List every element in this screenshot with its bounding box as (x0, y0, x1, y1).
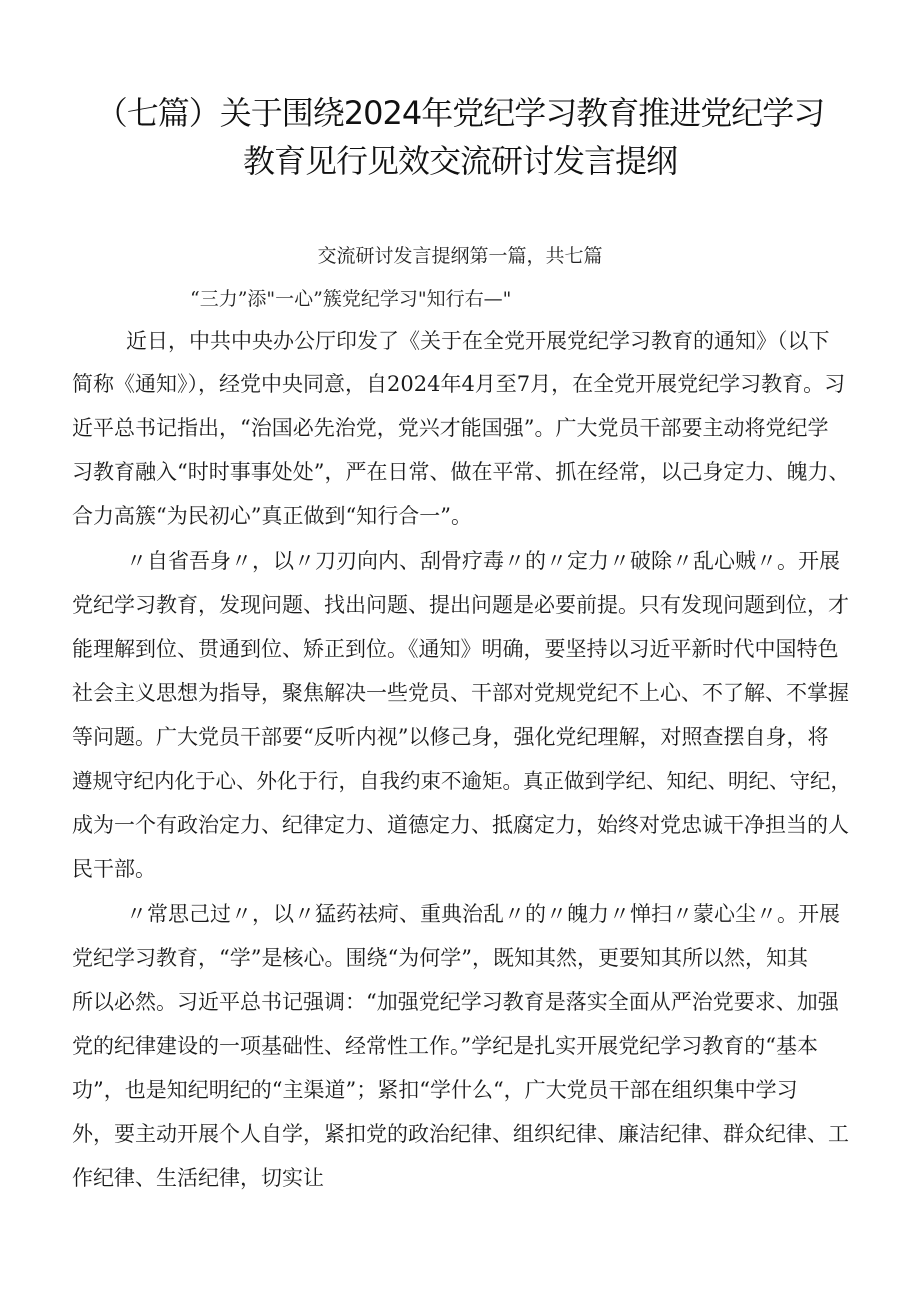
body-line: 社会主义思想为指导，聚焦解决一些党员、干部对党规党纪不上心、不了解、不掌握 (72, 681, 849, 705)
section-subtitle: “三力”添"一心”簇党纪学习"知行右—" (190, 288, 512, 310)
body-line: 遵规守纪内化于心、外化于行，自我约束不逾矩。真正做到学纪、知纪、明纪、守纪， (72, 769, 851, 793)
body-line: 功”，也是知纪明纪的“主渠道”；紧扣“学什么“，广大党员干部在组织集中学习 (72, 1078, 798, 1102)
body-line: 成为一个有政治定力、纪律定力、道德定力、抵腐定力，始终对党忠诚干净担当的人 (72, 813, 849, 837)
section-title: 交流研讨发言提纲第一篇，共七篇 (317, 245, 603, 267)
body-line: 合力高簇“为民初心”真正做到“知行合一”。 (72, 504, 472, 528)
body-line: 党纪学习教育，“学”是核心。围绕“为何学”，既知其然，更要知其所以然，知其 (72, 946, 808, 970)
body-line: 习教育融入“时时事事处处”，严在日常、做在平常、抓在经常，以己身定力、魄力、 (72, 460, 850, 484)
body-line: 所以必然。习近平总书记强调：“加强党纪学习教育是落实全面从严治党要求、加强 (72, 990, 839, 1014)
body-line: 〃常思己过〃，以〃猛药祛疴、重典治乱〃的〃魄力〃惮扫〃蒙心尘〃。开展 (126, 902, 840, 926)
body-line: 近日，中共中央办公厅印发了《关于在全党开展党纪学习教育的通知》（以下 (126, 329, 830, 353)
body-line: 能理解到位、贯通到位、矫正到位。《通知》明确，要坚持以习近平新时代中国特色 (72, 637, 839, 661)
document-title-line-2: 教育见行见效交流研讨发言提纲 (242, 142, 677, 180)
body-line: 党的纪律建设的一项基础性、经常性工作。”学纪是扎实开展党纪学习教育的“基本 (72, 1034, 818, 1058)
body-line: 党纪学习教育，发现问题、找出问题、提出问题是必要前提。只有发现问题到位，才 (72, 593, 849, 617)
body-line: 〃自省吾身〃，以〃刀刃向内、刮骨疗毒〃的〃定力〃破除〃乱心贼〃。开展 (126, 549, 840, 573)
body-line: 等问题。广大党员干部要“反听内视”以修己身，强化党纪理解，对照查摆自身，将 (72, 725, 829, 749)
body-line: 作纪律、生活纪律，切实让 (72, 1166, 324, 1190)
body-line: 民干部。 (72, 857, 156, 881)
body-line: 外，要主动开展个人自学，紧扣党的政治纪律、组织纪律、廉洁纪律、群众纪律、工 (72, 1122, 849, 1146)
document-title-line-1: （七篇）关于围绕2024年党纪学习教育推进党纪学习 (95, 94, 825, 132)
body-line: 简称《通知》），经党中央同意，自2024年4月至7月，在全党开展党纪学习教育。习 (72, 372, 846, 396)
body-line: 近平总书记指出，“治国必先治党，党兴才能国强”。广大党员干部要主动将党纪学 (72, 416, 829, 440)
